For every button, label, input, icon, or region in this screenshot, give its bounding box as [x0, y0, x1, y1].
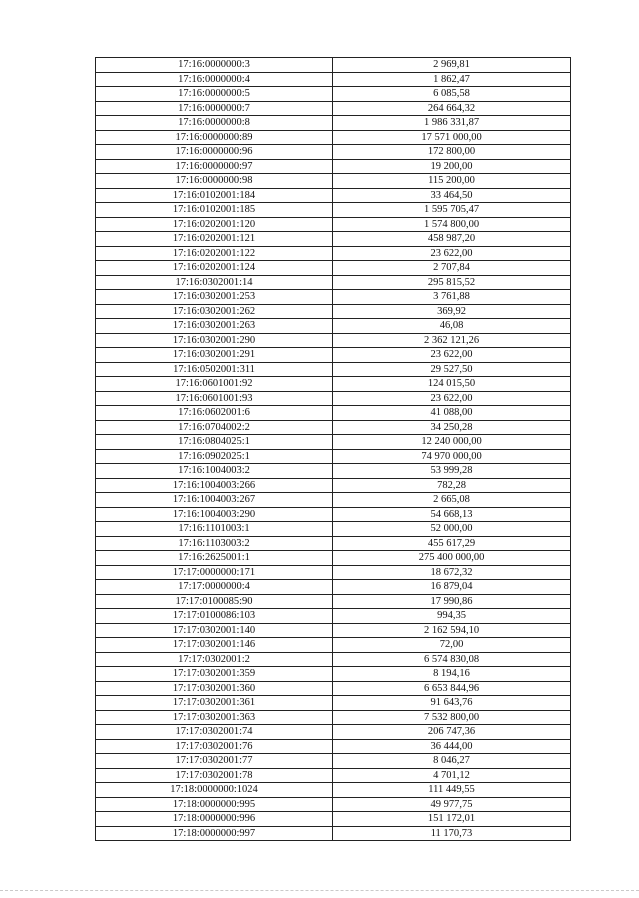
cadastral-number-cell: 17:16:1004003:266	[96, 478, 333, 493]
cadastral-number-cell: 17:17:0302001:359	[96, 667, 333, 682]
table-row	[96, 551, 571, 566]
cadastral-number-cell: 17:16:0302001:262	[96, 304, 333, 319]
cadastral-number-cell: 17:16:0000000:8	[96, 116, 333, 131]
cadastral-number-cell: 17:17:0302001:361	[96, 696, 333, 711]
cadastral-value-cell: 206 747,36	[333, 725, 571, 740]
cadastral-number-cell: 17:16:0102001:185	[96, 203, 333, 218]
table-row	[96, 797, 571, 812]
table-body	[96, 58, 571, 841]
cadastral-number-cell: 17:16:1101003:1	[96, 522, 333, 537]
table-row	[96, 217, 571, 232]
cadastral-number-cell: 17:16:0704002:2	[96, 420, 333, 435]
table-row	[96, 319, 571, 334]
cadastral-number-cell: 17:16:0804025:1	[96, 435, 333, 450]
table-row	[96, 478, 571, 493]
table-row	[96, 72, 571, 87]
cadastral-number-cell: 17:17:0302001:74	[96, 725, 333, 740]
table-row	[96, 594, 571, 609]
cadastral-number-cell: 17:17:0302001:360	[96, 681, 333, 696]
cadastral-number-cell: 17:18:0000000:995	[96, 797, 333, 812]
cadastral-value-cell: 52 000,00	[333, 522, 571, 537]
table-row	[96, 449, 571, 464]
cadastral-value-cell: 111 449,55	[333, 783, 571, 798]
table-row	[96, 435, 571, 450]
cadastral-value-cell: 264 664,32	[333, 101, 571, 116]
cadastral-number-cell: 17:16:2625001:1	[96, 551, 333, 566]
cadastral-number-cell: 17:16:0302001:14	[96, 275, 333, 290]
cadastral-value-cell: 115 200,00	[333, 174, 571, 189]
cadastral-value-cell: 6 653 844,96	[333, 681, 571, 696]
table-row	[96, 290, 571, 305]
cadastral-value-cell: 994,35	[333, 609, 571, 624]
table-row	[96, 362, 571, 377]
cadastral-number-cell: 17:17:0302001:76	[96, 739, 333, 754]
cadastral-number-cell: 17:16:0202001:124	[96, 261, 333, 276]
cadastral-value-cell: 74 970 000,00	[333, 449, 571, 464]
cadastral-value-cell: 91 643,76	[333, 696, 571, 711]
cadastral-value-cell: 23 622,00	[333, 391, 571, 406]
cadastral-number-cell: 17:16:0602001:6	[96, 406, 333, 421]
table-row	[96, 739, 571, 754]
data-table	[95, 57, 571, 841]
cadastral-value-cell: 53 999,28	[333, 464, 571, 479]
table-row	[96, 464, 571, 479]
cadastral-number-cell: 17:17:0302001:77	[96, 754, 333, 769]
cadastral-value-cell: 6 085,58	[333, 87, 571, 102]
cadastral-number-cell: 17:16:0902025:1	[96, 449, 333, 464]
scan-edge-line	[0, 890, 639, 891]
cadastral-value-cell: 4 701,12	[333, 768, 571, 783]
cadastral-value-cell: 23 622,00	[333, 246, 571, 261]
cadastral-number-cell: 17:16:0000000:96	[96, 145, 333, 160]
cadastral-value-cell: 17 571 000,00	[333, 130, 571, 145]
cadastral-number-cell: 17:16:0000000:89	[96, 130, 333, 145]
table-row	[96, 333, 571, 348]
cadastral-number-cell: 17:16:0000000:3	[96, 58, 333, 73]
cadastral-number-cell: 17:16:0202001:120	[96, 217, 333, 232]
cadastral-number-cell: 17:16:0601001:93	[96, 391, 333, 406]
cadastral-value-cell: 19 200,00	[333, 159, 571, 174]
cadastral-value-cell: 1 574 800,00	[333, 217, 571, 232]
cadastral-number-cell: 17:16:1004003:2	[96, 464, 333, 479]
cadastral-number-cell: 17:16:1004003:267	[96, 493, 333, 508]
cadastral-value-cell: 1 986 331,87	[333, 116, 571, 131]
cadastral-number-cell: 17:16:0202001:122	[96, 246, 333, 261]
table-row	[96, 391, 571, 406]
cadastral-number-cell: 17:17:0302001:146	[96, 638, 333, 653]
table-row	[96, 203, 571, 218]
cadastral-value-cell: 782,28	[333, 478, 571, 493]
cadastral-value-cell: 23 622,00	[333, 348, 571, 363]
table-row	[96, 681, 571, 696]
table-row	[96, 754, 571, 769]
cadastral-value-cell: 16 879,04	[333, 580, 571, 595]
cadastral-value-cell: 455 617,29	[333, 536, 571, 551]
cadastral-number-cell: 17:17:0100085:90	[96, 594, 333, 609]
cadastral-value-cell: 7 532 800,00	[333, 710, 571, 725]
table-row	[96, 710, 571, 725]
cadastral-value-cell: 458 987,20	[333, 232, 571, 247]
table-row	[96, 232, 571, 247]
table-row	[96, 826, 571, 841]
cadastral-number-cell: 17:17:0000000:171	[96, 565, 333, 580]
cadastral-number-cell: 17:17:0302001:2	[96, 652, 333, 667]
table-row	[96, 638, 571, 653]
cadastral-number-cell: 17:16:0302001:253	[96, 290, 333, 305]
cadastral-number-cell: 17:16:0302001:263	[96, 319, 333, 334]
cadastral-value-cell: 6 574 830,08	[333, 652, 571, 667]
cadastral-value-cell: 49 977,75	[333, 797, 571, 812]
cadastral-value-cell: 46,08	[333, 319, 571, 334]
cadastral-number-cell: 17:16:0302001:290	[96, 333, 333, 348]
cadastral-number-cell: 17:16:0102001:184	[96, 188, 333, 203]
table-row	[96, 580, 571, 595]
cadastral-value-cell: 29 527,50	[333, 362, 571, 377]
table-row	[96, 812, 571, 827]
table-row	[96, 609, 571, 624]
cadastral-number-cell: 17:16:1004003:290	[96, 507, 333, 522]
table-row	[96, 493, 571, 508]
cadastral-number-cell: 17:18:0000000:996	[96, 812, 333, 827]
table-row	[96, 696, 571, 711]
cadastral-number-cell: 17:16:0000000:98	[96, 174, 333, 189]
cadastral-value-cell: 275 400 000,00	[333, 551, 571, 566]
table-row	[96, 275, 571, 290]
cadastral-value-cell: 54 668,13	[333, 507, 571, 522]
cadastral-value-table	[95, 57, 568, 841]
cadastral-value-cell: 12 240 000,00	[333, 435, 571, 450]
cadastral-number-cell: 17:16:0601001:92	[96, 377, 333, 392]
cadastral-number-cell: 17:16:0000000:97	[96, 159, 333, 174]
cadastral-value-cell: 172 800,00	[333, 145, 571, 160]
cadastral-number-cell: 17:16:1103003:2	[96, 536, 333, 551]
table-row	[96, 768, 571, 783]
cadastral-number-cell: 17:17:0302001:363	[96, 710, 333, 725]
table-row	[96, 174, 571, 189]
cadastral-number-cell: 17:17:0000000:4	[96, 580, 333, 595]
table-row	[96, 783, 571, 798]
table-row	[96, 58, 571, 73]
table-row	[96, 536, 571, 551]
table-row	[96, 406, 571, 421]
cadastral-value-cell: 18 672,32	[333, 565, 571, 580]
table-row	[96, 87, 571, 102]
cadastral-number-cell: 17:17:0100086:103	[96, 609, 333, 624]
table-row	[96, 116, 571, 131]
table-row	[96, 667, 571, 682]
table-row	[96, 304, 571, 319]
table-row	[96, 623, 571, 638]
cadastral-value-cell: 124 015,50	[333, 377, 571, 392]
cadastral-value-cell: 34 250,28	[333, 420, 571, 435]
table-row	[96, 565, 571, 580]
cadastral-value-cell: 41 088,00	[333, 406, 571, 421]
cadastral-number-cell: 17:16:0502001:311	[96, 362, 333, 377]
cadastral-value-cell: 36 444,00	[333, 739, 571, 754]
table-row	[96, 377, 571, 392]
table-row	[96, 130, 571, 145]
cadastral-number-cell: 17:16:0000000:7	[96, 101, 333, 116]
cadastral-number-cell: 17:16:0000000:4	[96, 72, 333, 87]
cadastral-value-cell: 72,00	[333, 638, 571, 653]
table-row	[96, 420, 571, 435]
table-row	[96, 522, 571, 537]
cadastral-value-cell: 2 162 594,10	[333, 623, 571, 638]
cadastral-value-cell: 8 046,27	[333, 754, 571, 769]
cadastral-number-cell: 17:16:0202001:121	[96, 232, 333, 247]
cadastral-value-cell: 151 172,01	[333, 812, 571, 827]
cadastral-value-cell: 17 990,86	[333, 594, 571, 609]
table-row	[96, 246, 571, 261]
table-row	[96, 348, 571, 363]
cadastral-value-cell: 33 464,50	[333, 188, 571, 203]
table-row	[96, 507, 571, 522]
cadastral-number-cell: 17:17:0302001:140	[96, 623, 333, 638]
cadastral-value-cell: 2 665,08	[333, 493, 571, 508]
cadastral-value-cell: 369,92	[333, 304, 571, 319]
cadastral-value-cell: 2 707,84	[333, 261, 571, 276]
cadastral-number-cell: 17:16:0302001:291	[96, 348, 333, 363]
table-row	[96, 101, 571, 116]
table-row	[96, 159, 571, 174]
cadastral-value-cell: 2 969,81	[333, 58, 571, 73]
cadastral-number-cell: 17:16:0000000:5	[96, 87, 333, 102]
cadastral-number-cell: 17:17:0302001:78	[96, 768, 333, 783]
cadastral-number-cell: 17:18:0000000:1024	[96, 783, 333, 798]
cadastral-value-cell: 2 362 121,26	[333, 333, 571, 348]
table-row	[96, 145, 571, 160]
table-row	[96, 261, 571, 276]
cadastral-value-cell: 3 761,88	[333, 290, 571, 305]
cadastral-value-cell: 1 595 705,47	[333, 203, 571, 218]
cadastral-number-cell: 17:18:0000000:997	[96, 826, 333, 841]
table-row	[96, 188, 571, 203]
cadastral-value-cell: 8 194,16	[333, 667, 571, 682]
cadastral-value-cell: 11 170,73	[333, 826, 571, 841]
cadastral-value-cell: 1 862,47	[333, 72, 571, 87]
table-row	[96, 725, 571, 740]
cadastral-value-cell: 295 815,52	[333, 275, 571, 290]
table-row	[96, 652, 571, 667]
